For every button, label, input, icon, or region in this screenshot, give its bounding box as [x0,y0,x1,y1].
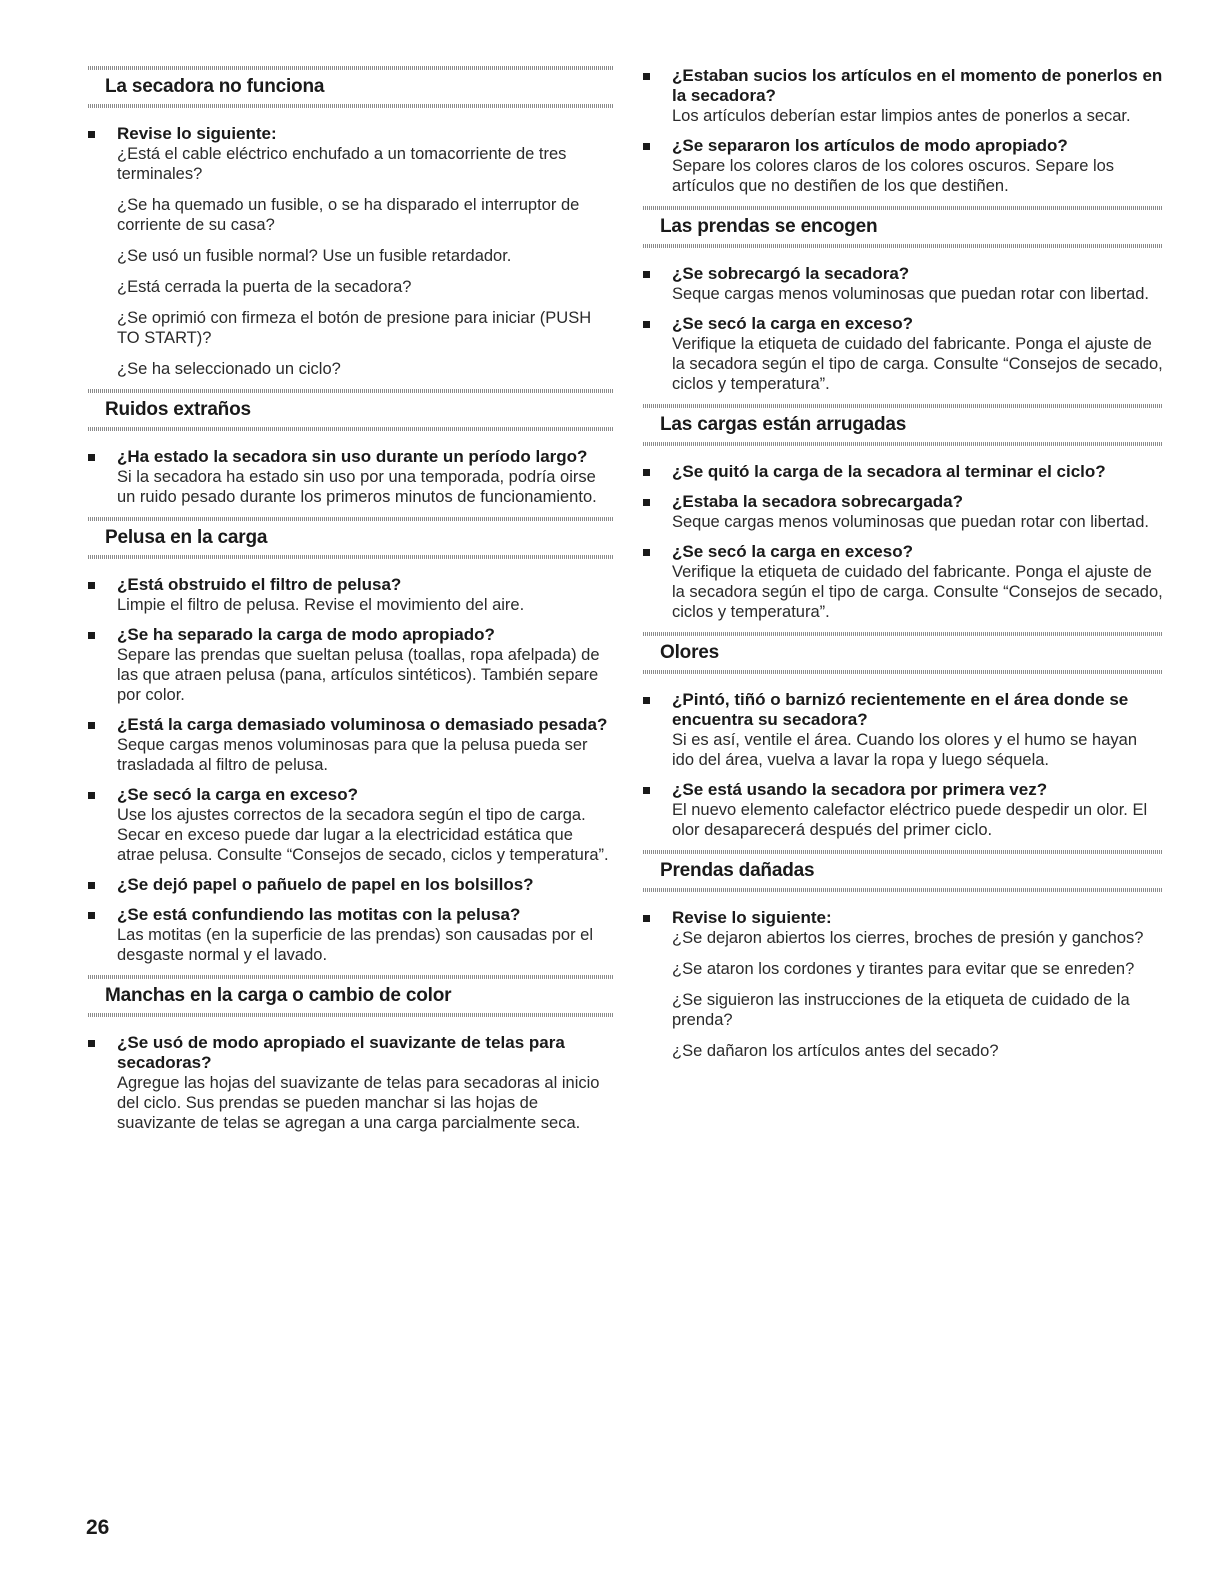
dotted-rule [643,632,1163,636]
check-line: ¿Se siguieron las instrucciones de la etiqueta de cuidado de la prenda? [672,991,1130,1029]
item-answer: Las motitas (en la superficie de las prendas) son causadas por el desgaste normal y el lavado. [117,926,594,964]
troubleshooting-section [88,517,613,965]
list-item [643,314,1163,394]
dotted-rule [88,1013,613,1017]
square-bullet-icon [643,73,650,80]
dotted-rule [643,244,1163,248]
section-header [88,389,613,431]
list-item [643,690,1163,770]
item-question: ¿Está obstruido el filtro de pelusa? [117,575,402,594]
item-question: ¿Se ha separado la carga de modo apropiado? [117,625,495,644]
check-line: ¿Se ha seleccionado un ciclo? [117,360,341,378]
item-question: ¿Se dejó papel o pañuelo de papel en los bolsillos? [117,875,534,894]
square-bullet-icon [88,722,95,729]
list-item [643,66,1163,126]
check-line: ¿Se ha quemado un fusible, o se ha disparado el interruptor de corriente de su casa? [117,196,580,234]
item-answer: Seque cargas menos voluminosas que puedan rotar con libertad. [672,285,1149,303]
section-title: Pelusa en la carga [105,527,268,548]
dotted-rule [643,670,1163,674]
section-title: Ruidos extraños [105,399,251,420]
square-bullet-icon [88,632,95,639]
continued-items [643,66,1163,196]
square-bullet-icon [88,882,95,889]
square-bullet-icon [643,143,650,150]
list-item [88,625,613,705]
item-answer: Si es así, ventile el área. Cuando los olores y el humo se hayan ido del área, vuelva a lavar la ropa y luego séquela. [672,731,1138,769]
list-item [88,124,613,379]
list-item [643,492,1163,532]
page-number: 26 [86,1516,110,1539]
section-title: La secadora no funciona [105,76,325,97]
list-item [88,575,613,615]
troubleshooting-section [643,632,1163,840]
item-answer: Limpie el filtro de pelusa. Revise el movimiento del aire. [117,596,525,614]
section-header [88,975,613,1017]
list-item [643,136,1163,196]
item-answer: Separe los colores claros de los colores oscuros. Separe los artículos que no destiñen de los que destiñen. [672,157,1115,195]
troubleshooting-section [643,850,1163,1061]
list-item [643,264,1163,304]
item-question: ¿Se secó la carga en exceso? [672,542,913,561]
square-bullet-icon [643,499,650,506]
dotted-rule [643,404,1163,408]
item-question: ¿Ha estado la secadora sin uso durante un período largo? [117,447,588,466]
square-bullet-icon [643,915,650,922]
dotted-rule [88,389,613,393]
square-bullet-icon [88,792,95,799]
section-header [643,632,1163,674]
section-header [643,206,1163,248]
item-question: ¿Se secó la carga en exceso? [672,314,913,333]
item-question: ¿Se separaron los artículos de modo apropiado? [672,136,1068,155]
item-question: ¿Se secó la carga en exceso? [117,785,358,804]
dotted-rule [88,427,613,431]
troubleshooting-section [88,389,613,507]
list-item [643,908,1163,1061]
item-question: Revise lo siguiente: [672,908,832,927]
check-line: ¿Se usó un fusible normal? Use un fusible retardador. [117,247,512,265]
item-answer: Separe las prendas que sueltan pelusa (toallas, ropa afelpada) de las que atraen pelusa (pana, artículos sintéticos). También separe por color. [117,646,600,704]
dotted-rule [643,888,1163,892]
item-answer: Use los ajustes correctos de la secadora según el tipo de carga. Secar en exceso puede dar lugar a la electricidad estática que atrae pelusa. Consulte “Consejos de secado, ciclos y temperatura”. [117,806,609,864]
dotted-rule [643,206,1163,210]
section-header [643,850,1163,892]
item-answer: Seque cargas menos voluminosas para que la pelusa pueda ser trasladada al filtro de pelusa. [117,736,588,774]
list-item [88,447,613,507]
dotted-rule [643,850,1163,854]
square-bullet-icon [88,131,95,138]
square-bullet-icon [88,454,95,461]
square-bullet-icon [643,787,650,794]
right-column [643,66,1163,1071]
troubleshooting-section [643,404,1163,622]
troubleshooting-section [88,66,613,379]
section-title: Las cargas están arrugadas [660,414,907,435]
item-question: ¿Estaba la secadora sobrecargada? [672,492,964,511]
section-title: Prendas dañadas [660,860,815,881]
item-question: ¿Se está usando la secadora por primera vez? [672,780,1048,799]
dotted-rule [88,517,613,521]
check-line: ¿Está el cable eléctrico enchufado a un tomacorriente de tres terminales? [117,145,567,183]
square-bullet-icon [88,1040,95,1047]
item-question: ¿Se quitó la carga de la secadora al terminar el ciclo? [672,462,1106,481]
list-item [88,785,613,865]
item-question: ¿Se sobrecargó la secadora? [672,264,910,283]
dotted-rule [643,442,1163,446]
list-item [88,1033,613,1133]
square-bullet-icon [643,469,650,476]
dotted-rule [88,104,613,108]
item-answer: El nuevo elemento calefactor eléctrico puede despedir un olor. El olor desaparecerá después del primer ciclo. [672,801,1148,839]
square-bullet-icon [643,549,650,556]
square-bullet-icon [643,697,650,704]
dotted-rule [88,66,613,70]
item-answer: Seque cargas menos voluminosas que puedan rotar con libertad. [672,513,1149,531]
section-title: Las prendas se encogen [660,216,878,237]
item-answer: Si la secadora ha estado sin uso por una temporada, podría oirse un ruido pesado durante los primeros minutos de funcionamiento. [117,468,597,506]
troubleshooting-section [643,206,1163,394]
square-bullet-icon [643,321,650,328]
dotted-rule [88,555,613,559]
dotted-rule [88,975,613,979]
check-line: ¿Está cerrada la puerta de la secadora? [117,278,412,296]
item-answer: Agregue las hojas del suavizante de telas para secadoras al inicio del ciclo. Sus prendas se pueden manchar si las hojas de suavizante de telas se agregan a una carga parcialmente seca. [117,1074,600,1132]
section-header [88,66,613,108]
item-question: ¿Se está confundiendo las motitas con la pelusa? [117,905,521,924]
section-header [88,517,613,559]
square-bullet-icon [88,582,95,589]
list-item [643,780,1163,840]
section-title: Manchas en la carga o cambio de color [105,985,452,1006]
item-question: Revise lo siguiente: [117,124,277,143]
square-bullet-icon [643,271,650,278]
item-question: ¿Pintó, tiñó o barnizó recientemente en el área donde se encuentra su secadora? [672,690,1129,729]
section-title: Olores [660,642,719,663]
list-item [88,715,613,775]
item-question: ¿Estaban sucios los artículos en el momento de ponerlos en la secadora? [672,66,1163,105]
square-bullet-icon [88,912,95,919]
check-line: ¿Se dejaron abiertos los cierres, broches de presión y ganchos? [672,929,1144,947]
list-item [643,462,1163,482]
item-answer: Verifique la etiqueta de cuidado del fabricante. Ponga el ajuste de la secadora según el tipo de carga. Consulte “Consejos de secado, ciclos y temperatura”. [672,335,1163,393]
list-item [88,905,613,965]
check-line: ¿Se ataron los cordones y tirantes para evitar que se enreden? [672,960,1135,978]
left-column [88,66,613,1143]
section-header [643,404,1163,446]
item-answer: Verifique la etiqueta de cuidado del fabricante. Ponga el ajuste de la secadora según el tipo de carga. Consulte “Consejos de secado, ciclos y temperatura”. [672,563,1163,621]
item-question: ¿Está la carga demasiado voluminosa o demasiado pesada? [117,715,608,734]
list-item [88,875,613,895]
troubleshooting-section [88,975,613,1133]
item-question: ¿Se usó de modo apropiado el suavizante de telas para secadoras? [117,1033,565,1072]
check-line: ¿Se dañaron los artículos antes del secado? [672,1042,999,1060]
list-item [643,542,1163,622]
item-answer: Los artículos deberían estar limpios antes de ponerlos a secar. [672,107,1131,125]
check-line: ¿Se oprimió con firmeza el botón de presione para iniciar (PUSH TO START)? [117,309,592,347]
